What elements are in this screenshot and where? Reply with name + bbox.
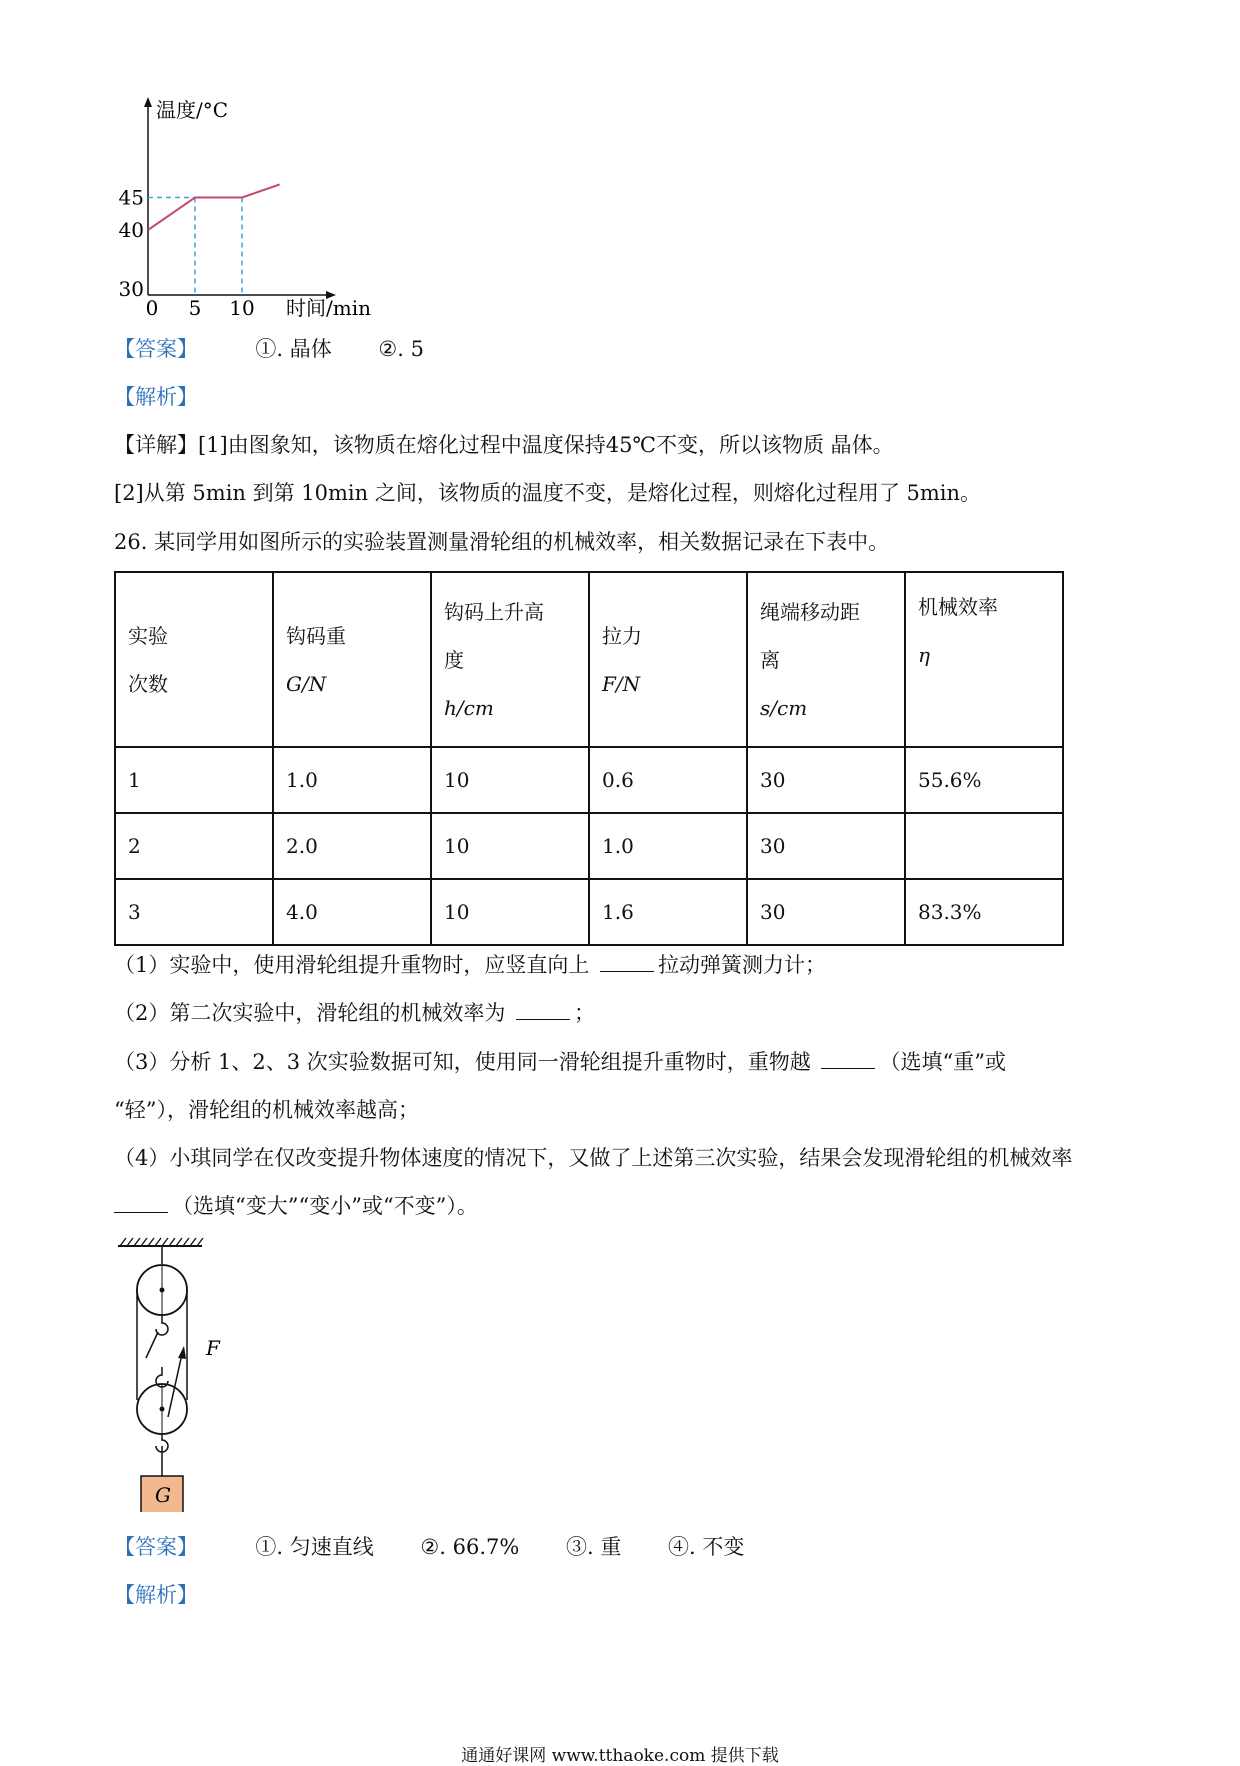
weight-label: G xyxy=(155,1483,171,1507)
answer-item-2: ②. 66.7% xyxy=(420,1535,520,1559)
y-axis-arrow xyxy=(144,97,152,107)
answer-blank-1 xyxy=(600,953,654,972)
table-cell: 55.6% xyxy=(905,747,1063,813)
analysis-line-2 xyxy=(114,1579,198,1609)
table-row xyxy=(115,813,1063,879)
question-stem-text: 26. 某同学用如图所示的实验装置测量滑轮组的机械效率，相关数据记录在下表中。 xyxy=(114,530,890,554)
force-arrow xyxy=(178,1346,186,1359)
temperature-time-chart xyxy=(100,95,400,320)
table-cell xyxy=(905,813,1063,879)
table-cell: 30 xyxy=(747,813,905,879)
table-row xyxy=(115,747,1063,813)
sub-question-2: （2）第二次实验中，滑轮组的机械效率为 ； xyxy=(114,1001,596,1025)
table-cell: 2 xyxy=(115,813,273,879)
table-cell: 1.0 xyxy=(273,747,431,813)
table-header-row xyxy=(115,572,1063,747)
analysis-tag: 【解析】 xyxy=(114,1583,198,1607)
table-cell: 10 xyxy=(431,747,589,813)
sub-question-3: （3）分析 1、2、3 次实验数据可知，使用同一滑轮组提升重物时，重物越 （选填“重”或 xyxy=(114,1050,1006,1074)
answer-item-4: ④. 不变 xyxy=(668,1535,745,1559)
analysis-line-1 xyxy=(114,381,198,411)
table-cell: 30 xyxy=(747,747,905,813)
page-footer: 通通好课网 www.tthaoke.com 提供下载 xyxy=(461,1746,779,1766)
chart-series xyxy=(148,185,280,231)
header-cell-weight: 钩码重 G/N xyxy=(273,572,431,747)
temperature-series-line xyxy=(148,185,280,231)
answer-item-1: ①. 晶体 xyxy=(255,337,332,361)
answer-item-1: ①. 匀速直线 xyxy=(255,1535,374,1559)
force-label: F xyxy=(206,1336,220,1360)
table-cell: 1.0 xyxy=(589,813,747,879)
table-cell: 1 xyxy=(115,747,273,813)
sub-question-4-cont: （选填“变大”“变小”或“不变”）。 xyxy=(114,1190,478,1220)
pulley-system-figure xyxy=(112,1232,242,1512)
y-tick-label: 45 xyxy=(118,185,144,210)
table-cell: 10 xyxy=(431,879,589,945)
detail-line-2 xyxy=(114,477,981,507)
chart-ticks xyxy=(119,186,255,321)
table-cell: 1.6 xyxy=(589,879,747,945)
answer-line-2 xyxy=(114,1531,784,1561)
table-cell: 10 xyxy=(431,813,589,879)
sub-question-4: （4）小琪同学在仅改变提升物体速度的情况下，又做了上述第三次实验，结果会发现滑轮组的机械效率 xyxy=(114,1146,1073,1170)
header-cell-efficiency: 机械效率 η xyxy=(905,572,1063,747)
x-tick-label: 5 xyxy=(188,296,202,320)
table-cell: 2.0 xyxy=(273,813,431,879)
answer-tag: 【答案】 xyxy=(114,337,198,361)
question-26-stem xyxy=(114,526,889,556)
detail-line-1 xyxy=(114,429,894,459)
answer-line-1 xyxy=(114,333,464,363)
table-cell: 3 xyxy=(115,879,273,945)
table-cell: 4.0 xyxy=(273,879,431,945)
x-axis-label: 时间/min xyxy=(286,296,371,320)
detail-tag: 【详解】 xyxy=(114,433,198,457)
table-cell: 30 xyxy=(747,879,905,945)
y-tick-label: 40 xyxy=(118,218,144,242)
x-tick-label: 0 xyxy=(145,296,159,320)
answer-blank-3 xyxy=(821,1050,875,1069)
detail-text-1: [1]由图象知，该物质在熔化过程中温度保持45℃不变，所以该物质 晶体。 xyxy=(198,433,894,457)
analysis-tag: 【解析】 xyxy=(114,385,198,409)
y-axis-label: 温度/°C xyxy=(156,98,229,122)
sub-question-3-cont: “轻”），滑轮组的机械效率越高； xyxy=(114,1098,419,1122)
header-cell-force: 拉力 F/N xyxy=(589,572,747,747)
answer-blank-2 xyxy=(516,1001,570,1020)
ceiling-hatch xyxy=(120,1238,203,1246)
table-cell: 0.6 xyxy=(589,747,747,813)
answer-blank-4 xyxy=(114,1194,168,1213)
header-cell-height: 钩码上升高 度 h/cm xyxy=(431,572,589,747)
answer-item-2: ②. 5 xyxy=(378,337,424,361)
y-tick-label: 30 xyxy=(118,277,144,301)
table-cell: 83.3% xyxy=(905,879,1063,945)
answer-tag: 【答案】 xyxy=(114,1535,198,1559)
detail-text-2: [2]从第 5min 到第 10min 之间，该物质的温度不变，是熔化过程，则熔化过程用了 5min。 xyxy=(114,481,982,505)
answer-item-3: ③. 重 xyxy=(566,1535,622,1559)
sub-question-1: （1）实验中，使用滑轮组提升重物时，应竖直向上 拉动弹簧测力计； xyxy=(114,953,827,977)
header-cell-trial: 实验 次数 xyxy=(115,572,273,747)
header-cell-distance: 绳端移动距 离 s/cm xyxy=(747,572,905,747)
chart-guides xyxy=(148,198,242,296)
x-tick-label: 10 xyxy=(229,296,255,320)
pulley-data-table xyxy=(114,571,1064,946)
table-row xyxy=(115,879,1063,945)
